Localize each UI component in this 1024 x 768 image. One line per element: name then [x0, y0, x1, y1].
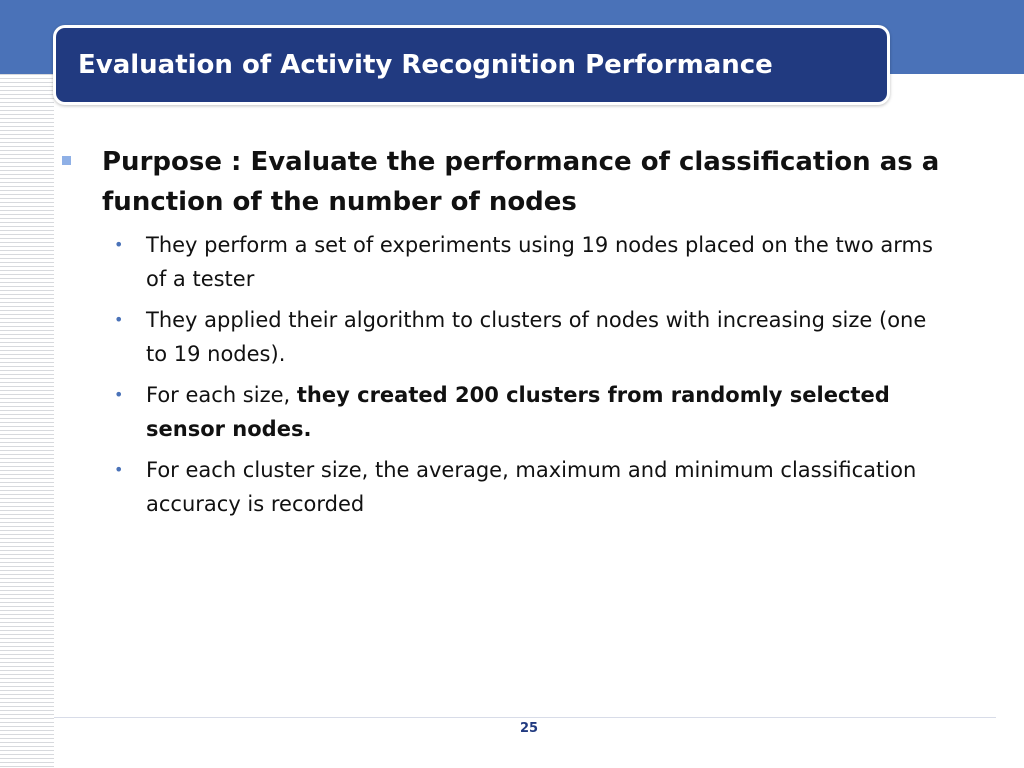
sub-bullet-text: They applied their algorithm to clusters of nodes with increasing size (one to 19 nodes). [146, 308, 927, 366]
main-bullet [62, 142, 962, 222]
title-box [53, 25, 890, 105]
left-stripe-decoration [0, 74, 54, 768]
slide-content [62, 142, 962, 528]
dot-bullet-icon: • [114, 460, 124, 479]
sub-bullet-text: They perform a set of experiments using 19 nodes placed on the two arms of a tester [146, 233, 933, 291]
page-number: 25 [519, 721, 539, 736]
dot-bullet-icon: • [114, 235, 124, 254]
square-bullet-icon [62, 156, 71, 165]
slide-title: Evaluation of Activity Recognition Performance [78, 50, 773, 80]
sub-bullet-list [62, 228, 962, 521]
dot-bullet-icon: • [114, 310, 124, 329]
sub-bullet-text: For each cluster size, the average, maximum and minimum classification accuracy is recorded [146, 458, 917, 516]
main-bullet-text: Purpose : Evaluate the performance of classification as a function of the number of nodes [102, 147, 940, 217]
sub-bullet-item [114, 303, 962, 371]
sub-bullet-item [114, 378, 962, 446]
dot-bullet-icon: • [114, 385, 124, 404]
sub-bullet-prefix: For each size, [146, 383, 297, 407]
footer-divider [54, 717, 996, 718]
sub-bullet-item [114, 228, 962, 296]
sub-bullet-bold-text: they created 200 clusters from randomly selected sensor nodes. [146, 383, 890, 441]
sub-bullet-item [114, 453, 962, 521]
title-bar [56, 28, 887, 102]
sub-bullet-text [146, 378, 946, 446]
